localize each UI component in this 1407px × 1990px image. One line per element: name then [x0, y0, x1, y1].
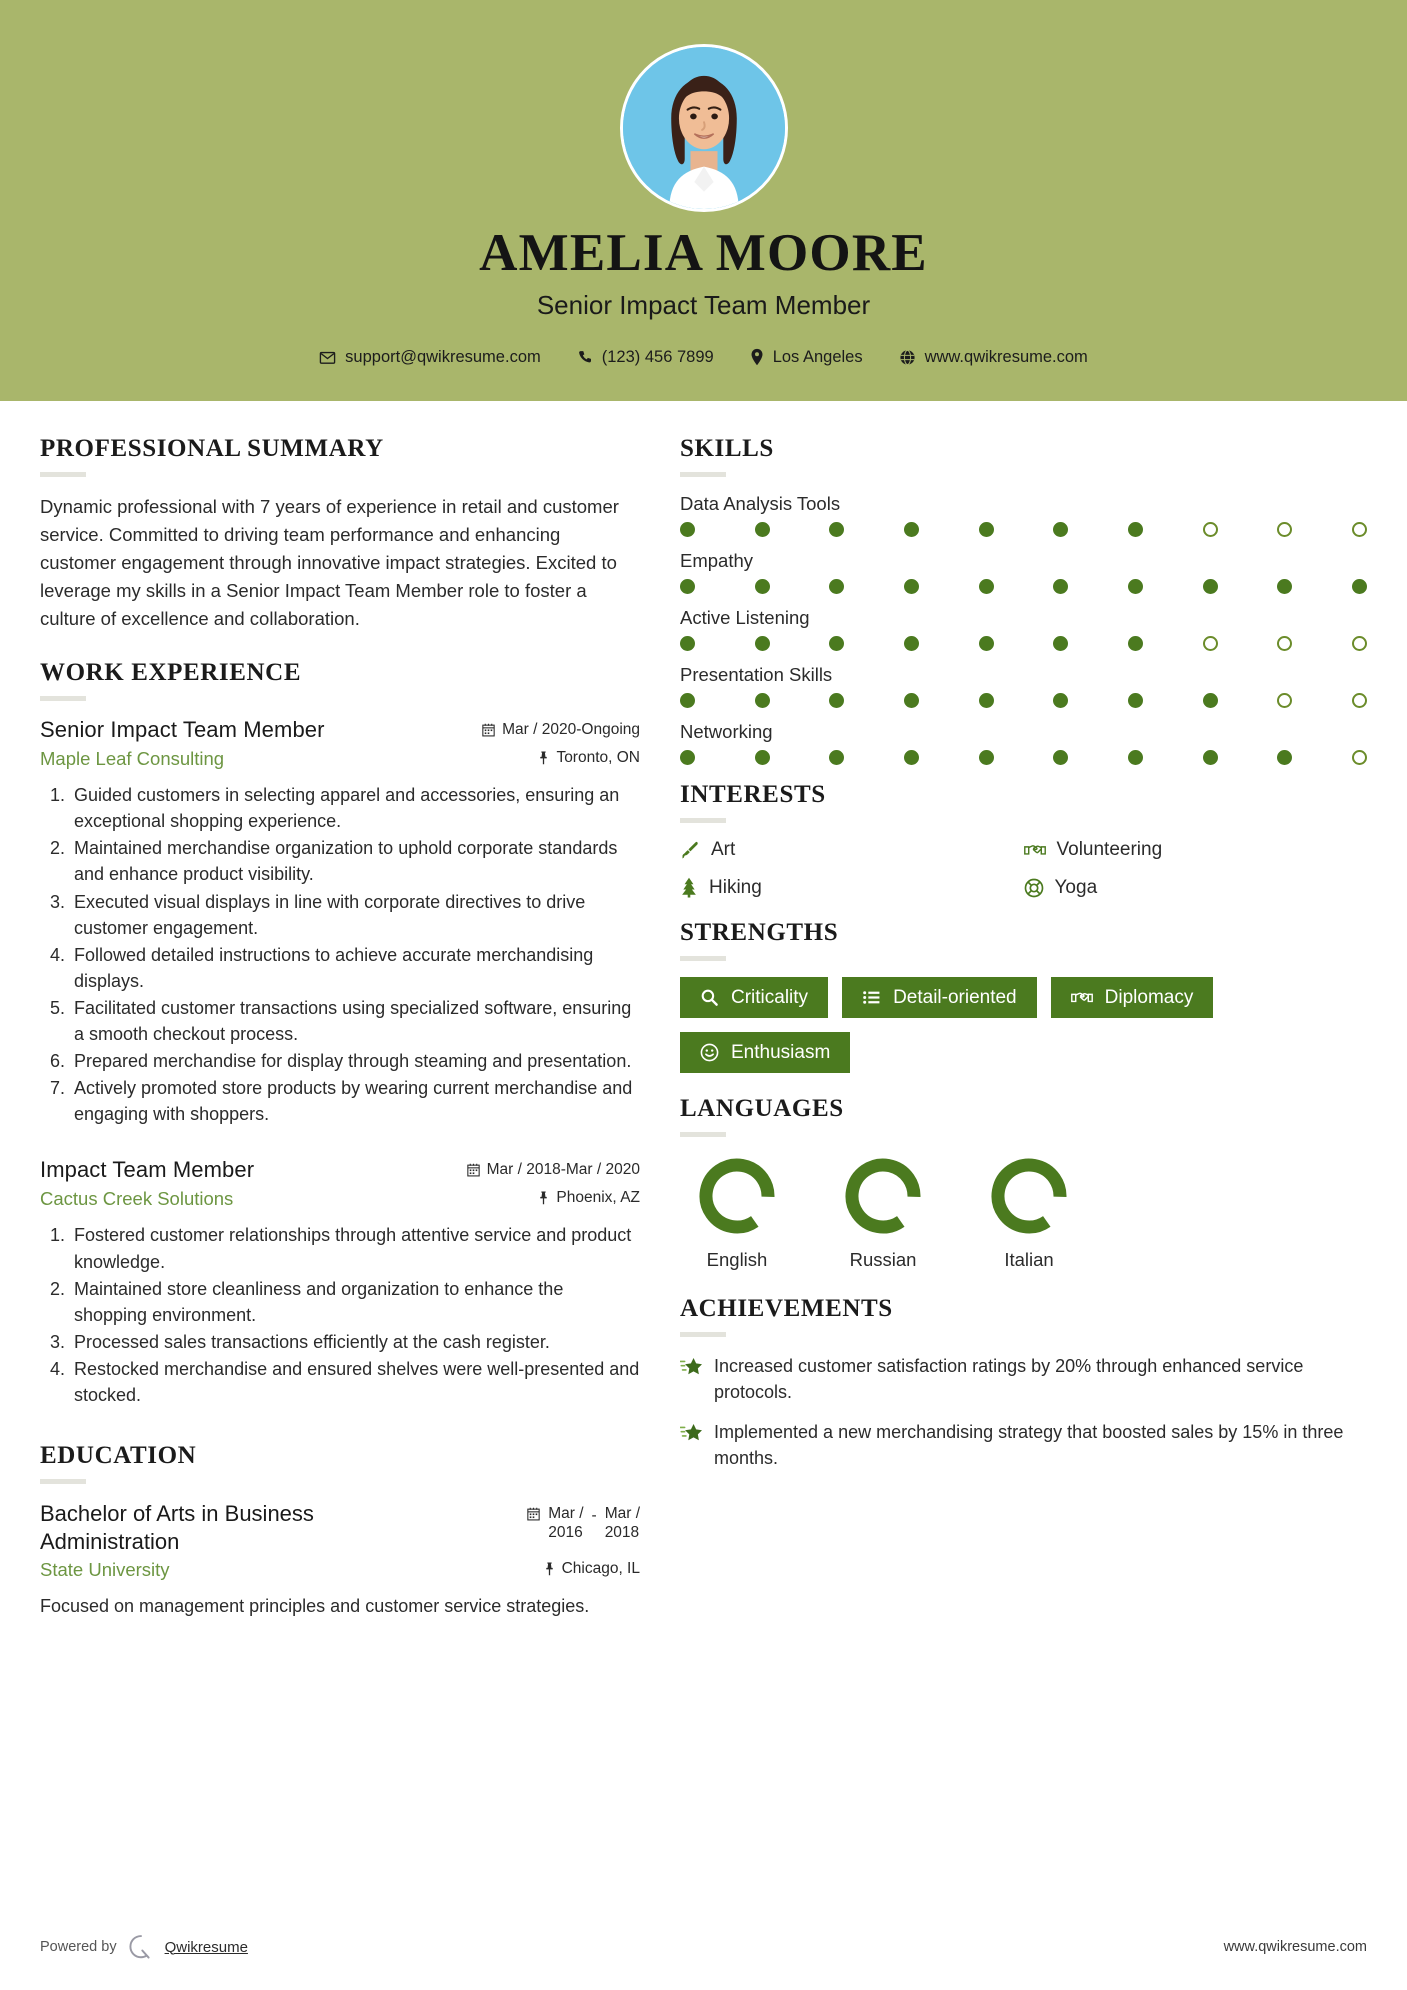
strength-chip-criticality[interactable] — [680, 977, 828, 1018]
left-column — [40, 435, 640, 1908]
skill-dot-empty — [1203, 636, 1218, 651]
right-column — [680, 435, 1367, 1908]
language-item — [982, 1153, 1076, 1271]
interest-item — [680, 877, 1024, 899]
skill-dot-filled — [979, 636, 994, 651]
section-rule — [40, 1479, 86, 1484]
work-location — [538, 749, 640, 767]
skill-dot-filled — [680, 750, 695, 765]
work-role: Senior Impact Team Member — [40, 717, 325, 743]
education-start-date — [548, 1504, 583, 1543]
section-rule — [680, 818, 726, 823]
achievement-text: Increased customer satisfaction ratings by 20% through enhanced service protocols. — [714, 1355, 1304, 1402]
education-location — [544, 1560, 640, 1578]
section-rule — [680, 472, 726, 477]
work-bullet: 5. Facilitated customer transactions using specialized software, ensuring a smooth checkout process. — [70, 995, 640, 1047]
skill-dot-empty — [1277, 636, 1292, 651]
strength-chip-detail-oriented[interactable] — [842, 977, 1037, 1018]
skill-name: Data Analysis Tools — [680, 492, 841, 514]
section-work-experience — [40, 659, 640, 1408]
skill-dot-filled — [1277, 750, 1292, 765]
contact-phone-text: (123) 456 7899 — [601, 347, 714, 366]
list-icon — [862, 988, 881, 1007]
strength-chip-diplomacy[interactable] — [1051, 977, 1214, 1018]
contact-website[interactable] — [899, 348, 1088, 367]
work-bullet: 2. Maintained merchandise organization to uphold corporate standards and enhance product visibility. — [70, 835, 640, 887]
work-dates-text: Mar / 2020-Ongoing — [502, 721, 640, 739]
skill-dot-filled — [829, 579, 844, 594]
strength-label: Detail-oriented — [893, 986, 1017, 1008]
languages-list — [680, 1153, 1367, 1271]
strength-label: Criticality — [731, 986, 809, 1008]
section-title: EDUCATION — [40, 1442, 197, 1470]
skill-dot-filled — [979, 522, 994, 537]
language-name: English — [706, 1248, 768, 1270]
skill-dot-empty — [1352, 693, 1367, 708]
skill-dot-filled — [904, 693, 919, 708]
contact-email[interactable] — [319, 348, 541, 367]
interest-label: Hiking — [709, 876, 762, 898]
skill-dot-filled — [755, 636, 770, 651]
skill-dot-filled — [1203, 693, 1218, 708]
work-bullet: 1. Fostered customer relationships through attentive service and product knowledge. — [70, 1222, 640, 1274]
work-location — [538, 1189, 640, 1207]
skill-dot-filled — [1053, 636, 1068, 651]
skill-dot-empty — [1352, 750, 1367, 765]
skill-dot-filled — [1128, 636, 1143, 651]
work-company: Cactus Creek Solutions — [40, 1188, 234, 1210]
skill-dot-filled — [904, 522, 919, 537]
language-name: Russian — [849, 1248, 917, 1270]
section-interests — [680, 781, 1367, 899]
skill-item — [680, 664, 1367, 708]
skill-dot-filled — [979, 579, 994, 594]
work-bullet: 4. Followed detailed instructions to achieve accurate merchandising displays. — [70, 942, 640, 994]
skill-dot-filled — [829, 522, 844, 537]
language-progress-ring — [986, 1153, 1072, 1239]
skill-dot-filled — [829, 636, 844, 651]
summary-text: Dynamic professional with 7 years of experience in retail and customer service. Committed to driving team performance and enhancing customer engagement through innovative impact strategies. Excited to leverage my skills in a Senior Impact Team Member role to foster a culture of excellence and collaboration. — [40, 495, 619, 630]
skill-dot-filled — [1128, 522, 1143, 537]
skill-item — [680, 550, 1367, 594]
skill-dot-empty — [1277, 693, 1292, 708]
education-dates — [527, 1500, 640, 1543]
skill-dot-filled — [904, 750, 919, 765]
contact-location-text: Los Angeles — [772, 347, 863, 366]
resume-footer — [0, 1908, 1407, 1990]
skill-rating — [680, 579, 1367, 594]
shooting-star-icon — [680, 1422, 702, 1443]
skill-dot-filled — [904, 579, 919, 594]
work-bullet: 2. Maintained store cleanliness and organization to enhance the shopping environment. — [70, 1276, 640, 1328]
work-entry-header — [40, 1157, 640, 1183]
skill-dot-filled — [1053, 750, 1068, 765]
skill-dot-filled — [1128, 693, 1143, 708]
pushpin-icon — [544, 1562, 555, 1576]
skill-dot-empty — [1352, 636, 1367, 651]
map-pin-icon — [750, 348, 764, 366]
education-date-separator: - — [591, 1507, 597, 1525]
skill-dot-filled — [1203, 750, 1218, 765]
work-bullets — [40, 782, 640, 1127]
contact-website-text: www.qwikresume.com — [924, 347, 1088, 366]
skill-dot-filled — [1053, 579, 1068, 594]
skill-dot-filled — [904, 636, 919, 651]
section-title: ACHIEVEMENTS — [680, 1294, 893, 1322]
language-progress-ring — [694, 1153, 780, 1239]
skill-dot-filled — [1128, 750, 1143, 765]
tree-icon — [680, 877, 698, 898]
work-bullet: 1. Guided customers in selecting apparel and accessories, ensuring an exceptional shopping experience. — [70, 782, 640, 834]
section-title: WORK EXPERIENCE — [40, 659, 302, 687]
skill-dot-filled — [755, 522, 770, 537]
envelope-icon — [319, 349, 336, 366]
section-rule — [40, 696, 86, 701]
work-bullet: 3. Executed visual displays in line with corporate directives to drive customer engagement. — [70, 889, 640, 941]
handshake-icon — [1071, 988, 1093, 1007]
work-bullets — [40, 1222, 640, 1408]
education-end-year: 2018 — [604, 1524, 640, 1542]
skill-dot-filled — [755, 579, 770, 594]
work-role: Impact Team Member — [40, 1157, 255, 1183]
interest-item — [1024, 877, 1368, 899]
job-title: Senior Impact Team Member — [536, 289, 871, 320]
section-rule — [680, 1132, 726, 1137]
section-title: SKILLS — [680, 434, 774, 462]
skill-name: Empathy — [680, 549, 754, 571]
skill-dot-filled — [979, 693, 994, 708]
interest-item — [1024, 839, 1368, 861]
contact-phone[interactable] — [577, 348, 714, 367]
calendar-icon — [467, 1163, 480, 1177]
education-start-month: Mar / — [548, 1505, 584, 1523]
calendar-icon — [482, 723, 495, 737]
work-bullet: 4. Restocked merchandise and ensured shelves were well-presented and stocked. — [70, 1356, 640, 1408]
skill-dot-filled — [755, 693, 770, 708]
work-entry — [40, 1157, 640, 1408]
strength-label: Enthusiasm — [731, 1041, 831, 1063]
skill-name: Active Listening — [680, 606, 810, 628]
skill-dot-empty — [1277, 522, 1292, 537]
page-title: AMELIA MOORE — [479, 224, 928, 282]
avatar-photo — [623, 47, 785, 209]
strengths-list — [680, 977, 1367, 1073]
skill-dot-empty — [1352, 522, 1367, 537]
smiley-icon — [700, 1043, 719, 1062]
resume-body — [0, 401, 1407, 1908]
work-location-text: Toronto, ON — [556, 749, 640, 767]
pushpin-icon — [538, 751, 549, 765]
language-name: Italian — [1004, 1248, 1054, 1270]
achievement-item — [680, 1353, 1367, 1405]
qwikresume-link[interactable]: Qwikresume — [164, 1938, 248, 1956]
education-entry-subheader — [40, 1559, 640, 1581]
skill-rating — [680, 522, 1367, 537]
lifering-icon — [1024, 878, 1044, 898]
powered-by-block — [40, 1934, 248, 1960]
work-location-text: Phoenix, AZ — [556, 1189, 640, 1207]
skill-dot-filled — [755, 750, 770, 765]
work-bullet: 6. Prepared merchandise for display through steaming and presentation. — [70, 1048, 640, 1074]
skill-dot-filled — [829, 693, 844, 708]
skill-item — [680, 721, 1367, 765]
education-entry-header — [40, 1500, 640, 1555]
work-entry — [40, 717, 640, 1127]
education-start-year: 2016 — [548, 1524, 583, 1542]
work-company: Maple Leaf Consulting — [40, 748, 225, 770]
education-school: State University — [40, 1559, 170, 1581]
section-title: LANGUAGES — [680, 1094, 844, 1122]
skill-dot-filled — [829, 750, 844, 765]
work-bullet: 7. Actively promoted store products by wearing current merchandise and engaging with shoppers. — [70, 1075, 640, 1127]
skill-dot-filled — [979, 750, 994, 765]
language-progress-ring — [840, 1153, 926, 1239]
skill-dot-filled — [1203, 579, 1218, 594]
education-end-month: Mar / — [604, 1505, 640, 1523]
work-dates — [467, 1161, 640, 1179]
achievement-text: Implemented a new merchandising strategy that boosted sales by 15% in three months. — [714, 1421, 1344, 1468]
education-location-text: Chicago, IL — [561, 1560, 640, 1578]
skill-item — [680, 493, 1367, 537]
section-professional-summary — [40, 435, 640, 634]
resume-header — [0, 0, 1407, 401]
skill-rating — [680, 636, 1367, 651]
calendar-icon — [527, 1507, 540, 1521]
section-rule — [680, 956, 726, 961]
language-item — [690, 1153, 784, 1271]
skill-dot-filled — [680, 693, 695, 708]
interest-label: Volunteering — [1056, 838, 1163, 860]
section-skills — [680, 435, 1367, 765]
section-education — [40, 1442, 640, 1619]
skill-dot-filled — [1053, 522, 1068, 537]
section-rule — [40, 472, 86, 477]
section-title: INTERESTS — [680, 780, 826, 808]
work-entry-subheader — [40, 748, 640, 770]
skill-dot-filled — [1128, 579, 1143, 594]
work-dates-text: Mar / 2018-Mar / 2020 — [486, 1161, 640, 1179]
interest-label: Art — [711, 838, 736, 860]
contact-location[interactable] — [750, 348, 863, 367]
interests-grid — [680, 839, 1367, 899]
skill-dot-filled — [680, 636, 695, 651]
skill-rating — [680, 693, 1367, 708]
contact-email-text: support@qwikresume.com — [345, 347, 541, 366]
work-bullet: 3. Processed sales transactions efficiently at the cash register. — [70, 1329, 640, 1355]
skill-dot-empty — [1203, 522, 1218, 537]
skills-list — [680, 493, 1367, 765]
education-degree: Bachelor of Arts in Business Administration — [40, 1501, 314, 1554]
strength-label: Diplomacy — [1104, 986, 1194, 1008]
skill-name: Networking — [680, 720, 773, 742]
skill-rating — [680, 750, 1367, 765]
globe-icon — [899, 349, 916, 366]
contact-row — [0, 348, 1407, 367]
section-achievements — [680, 1295, 1367, 1471]
avatar — [620, 44, 788, 212]
skill-dot-filled — [1277, 579, 1292, 594]
work-dates — [482, 721, 640, 739]
powered-by-label: Powered by — [40, 1939, 117, 1955]
interest-label: Yoga — [1054, 876, 1098, 898]
section-languages — [680, 1095, 1367, 1271]
paintbrush-icon — [680, 840, 700, 860]
section-title: PROFESSIONAL SUMMARY — [40, 434, 384, 462]
phone-icon — [577, 349, 593, 365]
section-rule — [680, 1332, 726, 1337]
qwikresume-logo-icon — [128, 1934, 154, 1960]
strength-chip-enthusiasm[interactable] — [680, 1032, 850, 1073]
pushpin-icon — [538, 1191, 549, 1205]
skill-dot-filled — [1352, 579, 1367, 594]
interest-item — [680, 839, 1024, 861]
magnifier-icon — [700, 988, 719, 1007]
footer-url: www.qwikresume.com — [1223, 1939, 1367, 1955]
skill-name: Presentation Skills — [680, 663, 833, 685]
shooting-star-icon — [680, 1356, 702, 1377]
skill-dot-filled — [680, 522, 695, 537]
education-end-date — [605, 1504, 640, 1543]
handshake-icon — [1024, 840, 1046, 860]
section-strengths — [680, 919, 1367, 1073]
skill-dot-filled — [680, 579, 695, 594]
education-description: Focused on management principles and customer service strategies. — [40, 1596, 590, 1617]
section-title: STRENGTHS — [680, 918, 839, 946]
skill-item — [680, 607, 1367, 651]
work-entry-subheader — [40, 1188, 640, 1210]
achievement-item — [680, 1419, 1367, 1471]
skill-dot-filled — [1053, 693, 1068, 708]
work-entry-header — [40, 717, 640, 743]
language-item — [836, 1153, 930, 1271]
